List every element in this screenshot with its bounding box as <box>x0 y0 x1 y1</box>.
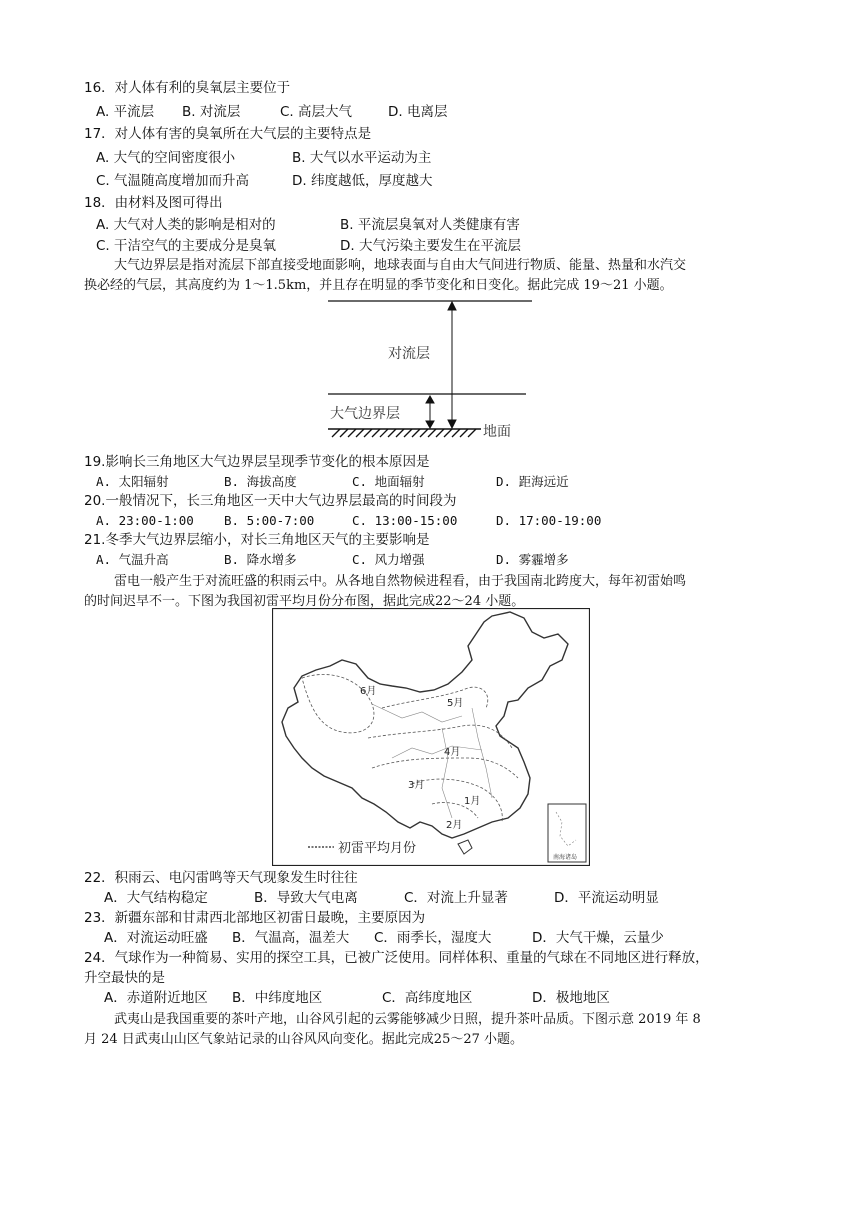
q21-option-a[interactable]: A. 气温升高 <box>96 552 169 567</box>
q23-option-d[interactable]: D．大气干燥，云量少 <box>532 930 664 946</box>
label-3-month: 3月 <box>408 780 425 791</box>
q18-option-a[interactable]: A. 大气对人类的影响是相对的 <box>96 217 276 233</box>
label-4-month: 4月 <box>444 747 461 758</box>
label-2-month: 2月 <box>446 820 463 831</box>
q19-stem: 19.影响长三角地区大气边界层呈现季节变化的根本原因是 <box>84 454 430 470</box>
q17-option-b[interactable]: B. 大气以水平运动为主 <box>292 150 432 166</box>
q24-option-c[interactable]: C．高纬度地区 <box>382 990 473 1006</box>
q16-option-c[interactable]: C. 高层大气 <box>280 104 353 120</box>
q23-option-c[interactable]: C．雨季长，湿度大 <box>374 930 492 946</box>
q18-options-row1 <box>96 215 520 235</box>
q21-options <box>96 550 569 570</box>
first-thunder-map <box>272 608 590 866</box>
q18-option-c[interactable]: C. 干洁空气的主要成分是臭氧 <box>96 238 277 254</box>
boundary-arrow <box>426 396 434 428</box>
q19-options <box>96 472 569 492</box>
q17-option-d[interactable]: D. 纬度越低，厚度越大 <box>292 173 433 189</box>
troposphere-arrow <box>448 302 456 428</box>
troposphere-label: 对流层 <box>388 346 430 362</box>
q24-option-a[interactable]: A．赤道附近地区 <box>104 990 208 1006</box>
q21-option-d[interactable]: D. 雾霾增多 <box>496 552 569 567</box>
q19-option-a[interactable]: A. 太阳辐射 <box>96 474 169 489</box>
ground-label: 地面 <box>483 424 511 440</box>
q23-stem: 23．新疆东部和甘肃西北部地区初雷日最晚，主要原因为 <box>84 910 426 926</box>
q18-option-d[interactable]: D. 大气污染主要发生在平流层 <box>340 238 521 254</box>
q16-option-a[interactable]: A. 平流层 <box>96 104 155 120</box>
q23-option-b[interactable]: B．气温高，温差大 <box>232 930 350 946</box>
q22-option-a[interactable]: A．大气结构稳定 <box>104 890 208 906</box>
q16-option-b[interactable]: B. 对流层 <box>182 104 241 120</box>
intro-19-line1: 大气边界层是指对流层下部直接受地面影响，地球表面与自由大气间进行物质、能量、热量和水汽交 <box>114 258 687 273</box>
intro-25-line2: 月 24 日武夷山山区气象站记录的山谷风风向变化。据此完成25～27 小题。 <box>84 1032 524 1047</box>
q24-option-d[interactable]: D．极地地区 <box>532 990 610 1006</box>
q18-options-row2 <box>96 236 521 256</box>
q20-option-d[interactable]: D. 17:00-19:00 <box>496 513 602 528</box>
q18-stem: 18．由材料及图可得出 <box>84 195 223 211</box>
map-legend-label: 初雷平均月份 <box>338 841 417 856</box>
q22-option-d[interactable]: D．平流运动明显 <box>554 890 659 906</box>
q19-option-d[interactable]: D. 距海远近 <box>496 474 569 489</box>
q17-option-c[interactable]: C. 气温随高度增加而升高 <box>96 173 250 189</box>
q24-stem-line2: 升空最快的是 <box>84 970 165 986</box>
q23-options <box>104 928 664 948</box>
q20-option-b[interactable]: B. 5:00-7:00 <box>224 513 315 528</box>
q18-option-b[interactable]: B. 平流层臭氧对人类健康有害 <box>340 217 520 233</box>
intro-22-line2: 的时间迟早不一。下图为我国初雷平均月份分布图，据此完成22～24 小题。 <box>84 594 525 609</box>
q20-options <box>96 511 601 531</box>
boundary-layer-label: 大气边界层 <box>330 406 400 422</box>
q22-stem: 22．积雨云、电闪雷鸣等天气现象发生时往往 <box>84 870 358 886</box>
q21-stem: 21.冬季大气边界层缩小，对长三角地区天气的主要影响是 <box>84 532 430 548</box>
intro-25-line1: 武夷山是我国重要的茶叶产地，山谷风引起的云雾能够减少日照，提升茶叶品质。下图示意 2019 年 8 <box>114 1012 701 1027</box>
q17-options-row2 <box>96 171 432 191</box>
q20-option-c[interactable]: C. 13:00-15:00 <box>352 513 458 528</box>
q22-option-c[interactable]: C．对流上升显著 <box>404 890 508 906</box>
q22-options <box>104 888 659 908</box>
label-5-month: 5月 <box>447 698 464 709</box>
intro-19-line2: 换必经的气层，其高度约为 1～1.5km，并且存在明显的季节变化和日变化。据此完成 19～21 小题。 <box>84 278 673 293</box>
q16-stem: 16．对人体有利的臭氧层主要位于 <box>84 80 291 96</box>
q17-options-row1 <box>96 148 431 168</box>
q16-options <box>96 102 447 122</box>
q23-option-a[interactable]: A．对流运动旺盛 <box>104 930 208 946</box>
q24-option-b[interactable]: B．中纬度地区 <box>232 990 323 1006</box>
q16-option-d[interactable]: D. 电离层 <box>388 104 448 120</box>
q22-option-b[interactable]: B．导致大气电离 <box>254 890 358 906</box>
map-frame <box>273 609 590 866</box>
q19-option-c[interactable]: C. 地面辐射 <box>352 474 425 489</box>
q21-option-c[interactable]: C. 风力增强 <box>352 552 425 567</box>
q24-options <box>104 988 610 1008</box>
q20-stem: 20.一般情况下，长三角地区一天中大气边界层最高的时间段为 <box>84 493 457 509</box>
ground-hatch <box>332 429 476 437</box>
boundary-layer-diagram <box>326 300 536 446</box>
label-6-month: 6月 <box>360 686 377 697</box>
intro-22-line1: 雷电一般产生于对流旺盛的积雨云中。从各地自然物候进程看，由于我国南北跨度大，每年初雷始鸣 <box>114 574 687 589</box>
q19-option-b[interactable]: B. 海拔高度 <box>224 474 297 489</box>
q20-option-a[interactable]: A. 23:00-1:00 <box>96 513 194 528</box>
inset-label: 南海诸岛 <box>553 854 578 861</box>
q17-option-a[interactable]: A. 大气的空间密度很小 <box>96 150 236 166</box>
q21-option-b[interactable]: B. 降水增多 <box>224 552 297 567</box>
q24-stem-line1: 24．气球作为一种简易、实用的探空工具，已被广泛使用。同样体积、重量的气球在不同地区进行释放， <box>84 950 709 966</box>
q17-stem: 17．对人体有害的臭氧所在大气层的主要特点是 <box>84 126 372 142</box>
label-1-month: 1月 <box>464 796 481 807</box>
